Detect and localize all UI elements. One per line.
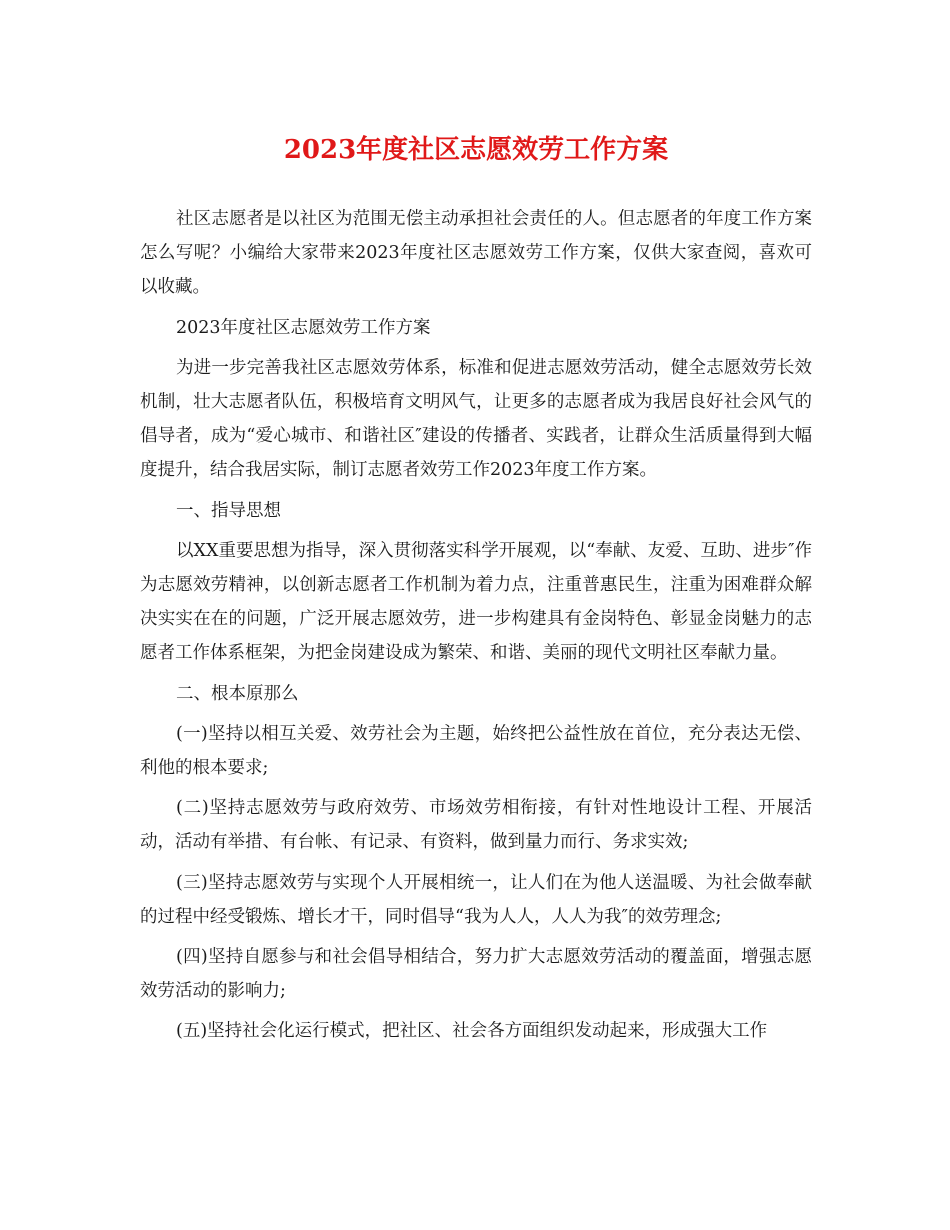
document-body (140, 202, 812, 1055)
subtitle-paragraph: 2023年度社区志愿效劳工作方案 (176, 317, 431, 338)
preface-paragraph: 为进一步完善我社区志愿效劳体系，标准和促进志愿效劳活动，健全志愿效劳长效机制，壮大志愿者队伍，积极培育文明风气，让更多的志愿者成为我居良好社会风气的倡导者，成为“爱心城市、和谐社区″建设的传播者、实践者，让群众生活质量得到大幅度提升，结合我居实际，制订志愿者效劳工作2023年度工作方案。 (140, 357, 812, 481)
principle-item-3: (三)坚持志愿效劳与实现个人开展相统一，让人们在为他人送温暖、为社会做奉献的过程中经受锻炼、增长才干，同时倡导“我为人人，人人为我″的效劳理念; (140, 872, 812, 927)
section-heading-guiding-ideology: 一、指导思想 (176, 500, 281, 521)
principle-item-2: (二)坚持志愿效劳与政府效劳、市场效劳相衔接，有针对性地设计工程、开展活动，活动有举措、有台帐、有记录、有资料，做到量力而行、务求实效; (140, 798, 812, 853)
principle-item-5: (五)坚持社会化运行模式，把社区、社会各方面组织发动起来，形成强大工作 (176, 1021, 768, 1042)
intro-paragraph: 社区志愿者是以社区为范围无偿主动承担社会责任的人。但志愿者的年度工作方案怎么写呢？小编给大家带来2023年度社区志愿效劳工作方案，仅供大家查阅，喜欢可以收藏。 (140, 209, 812, 298)
principle-item-4: (四)坚持自愿参与和社会倡导相结合，努力扩大志愿效劳活动的覆盖面，增强志愿效劳活动的影响力; (140, 947, 812, 1002)
document-title: 2023年度社区志愿效劳工作方案 (283, 135, 669, 165)
principle-item-1: (一)坚持以相互关爱、效劳社会为主题，始终把公益性放在首位，充分表达无偿、利他的根本要求; (140, 723, 812, 779)
guiding-ideology-paragraph: 以XX重要思想为指导，深入贯彻落实科学开展观，以“奉献、友爱、互助、进步″作为志愿效劳精神，以创新志愿者工作机制为着力点，注重普惠民生，注重为困难群众解决实实在在的问题，广泛开展志愿效劳，进一步构建具有金岗特色、彰显金岗魅力的志愿者工作体系框架，为把金岗建设成为繁荣、和谐、美丽的现代文明社区奉献力量。 (140, 540, 812, 664)
section-heading-basic-principles: 二、根本原那么 (176, 683, 299, 704)
